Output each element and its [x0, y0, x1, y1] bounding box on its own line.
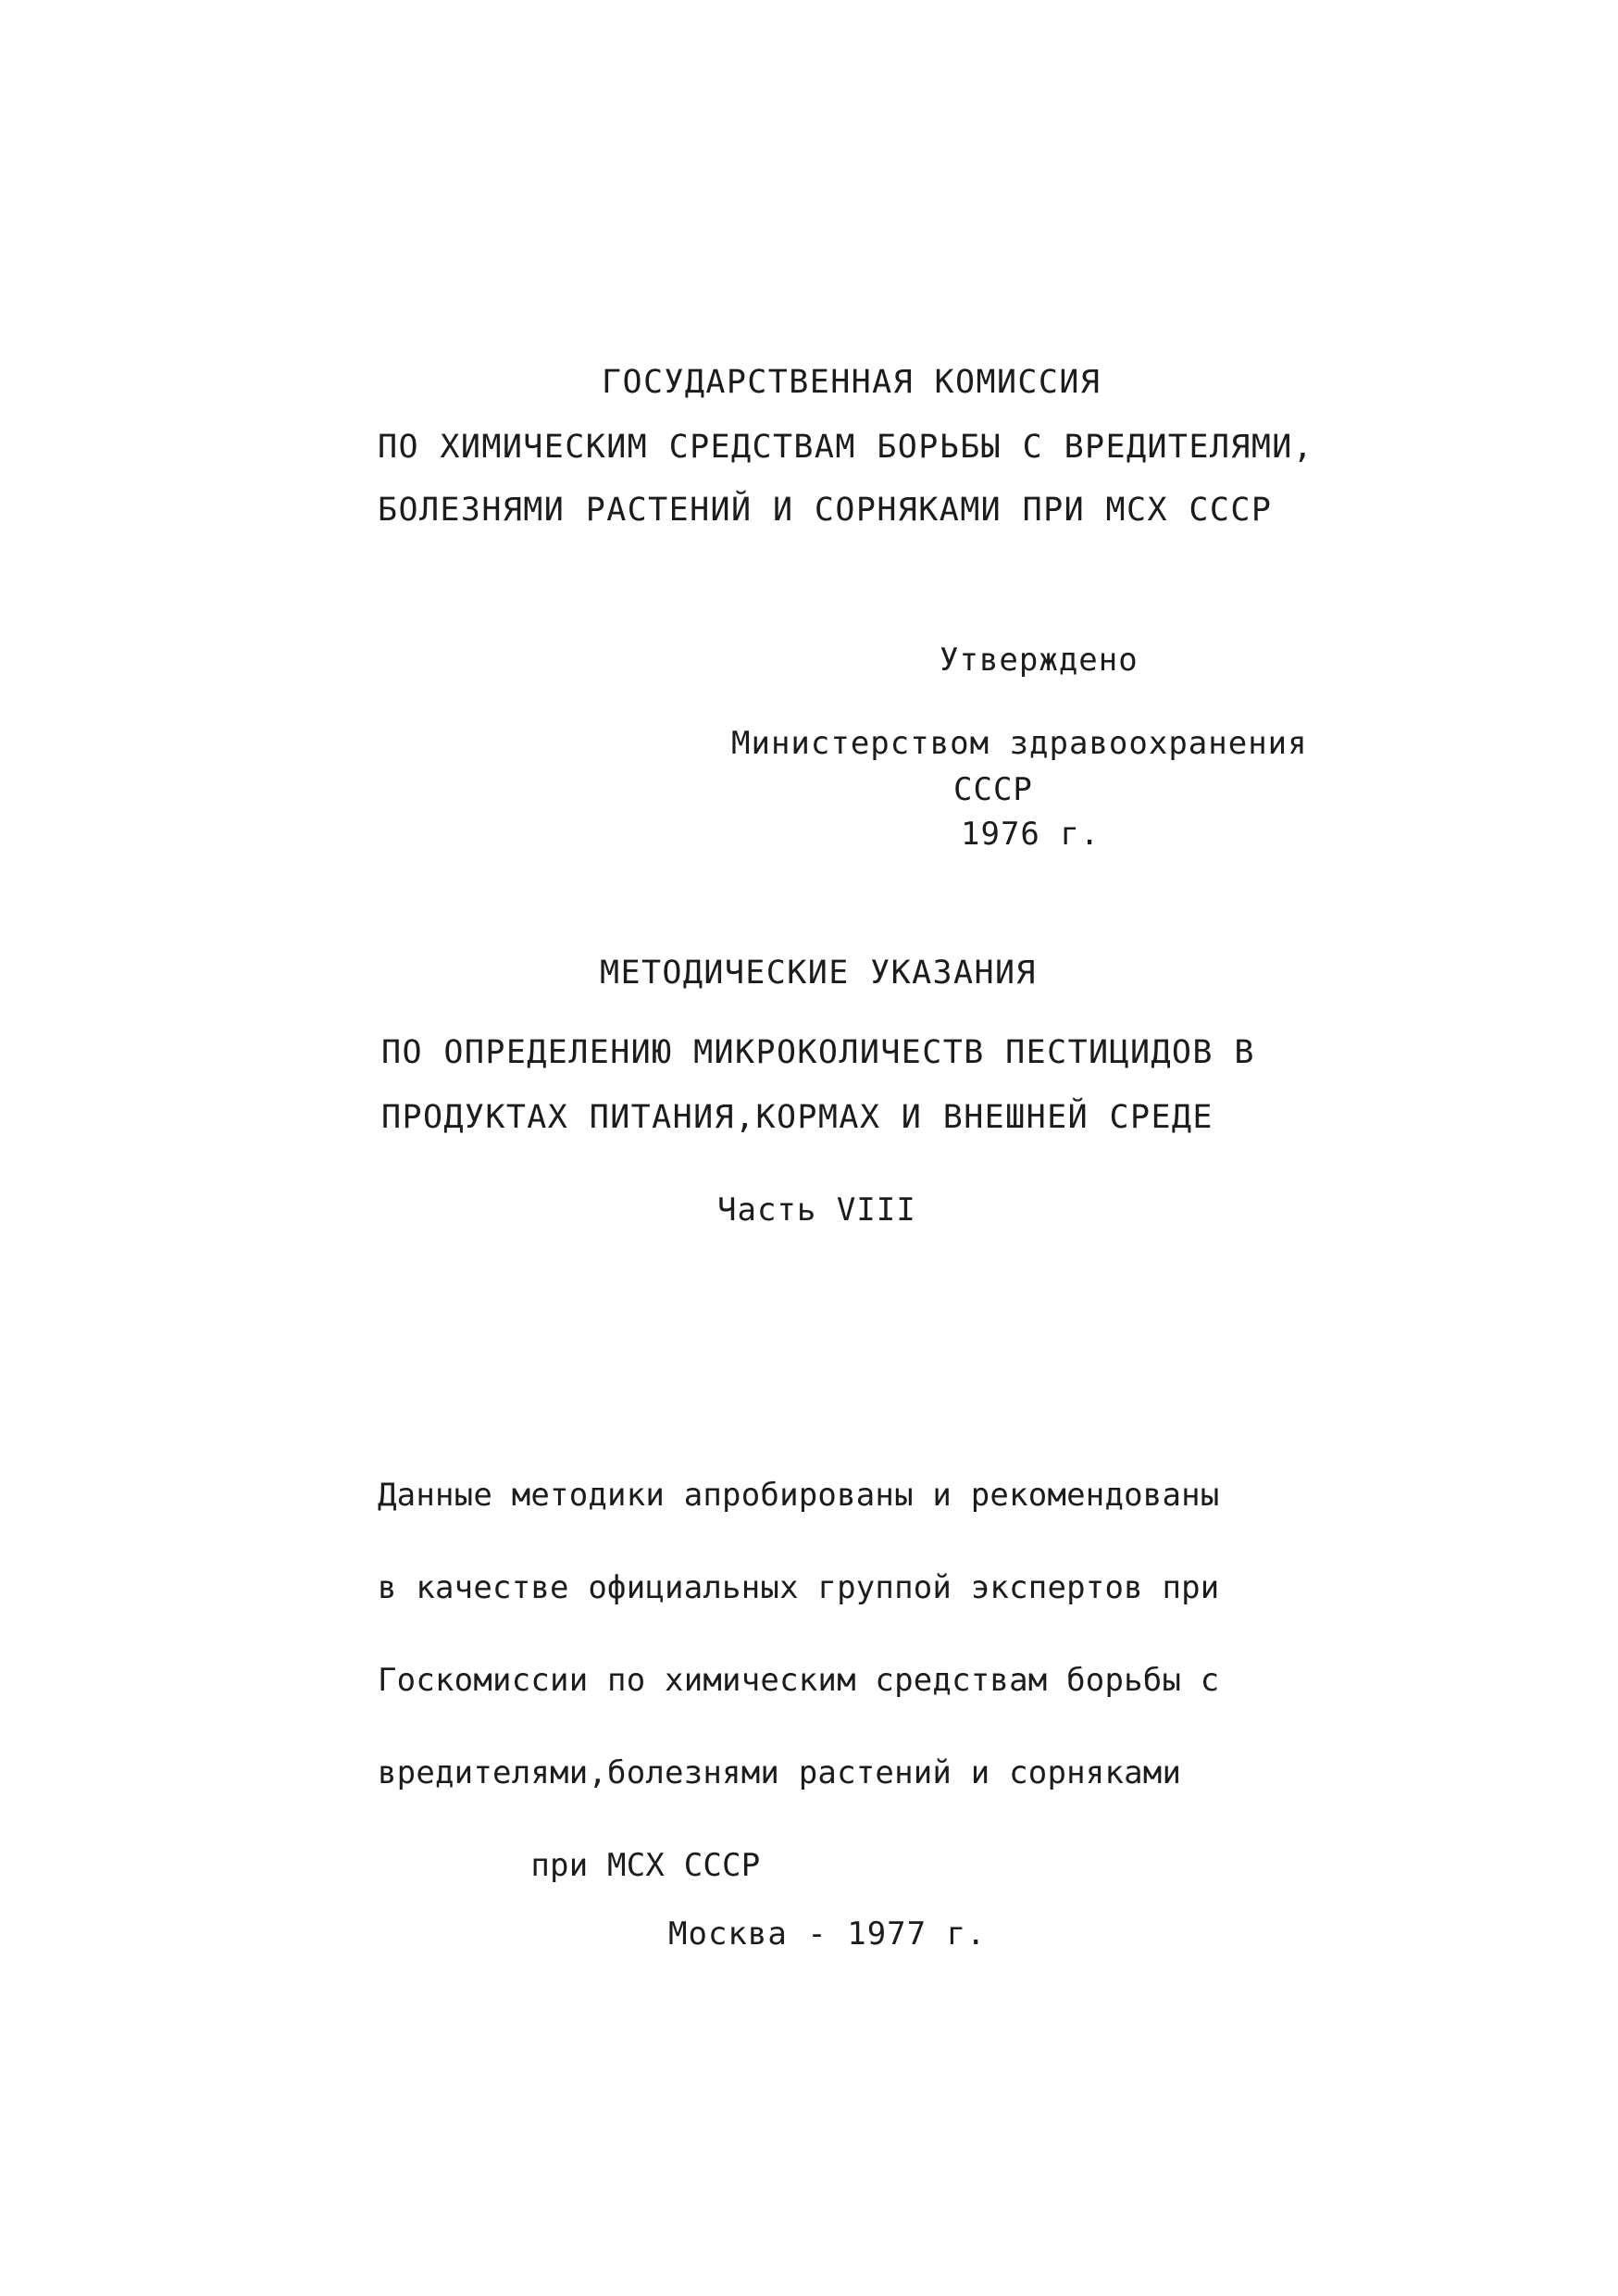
- document-title-line-1: ПО ОПРЕДЕЛЕНИЮ МИКРОКОЛИЧЕСТВ ПЕСТИЦИДОВ В: [381, 1034, 1255, 1071]
- footer-place-year: Москва - 1977 г.: [668, 1915, 987, 1953]
- abstract-line-1: Данные методики апробированы и рекомендованы: [378, 1477, 1220, 1514]
- header-line-1: ГОСУДАРСТВЕННАЯ КОМИССИЯ: [602, 364, 1101, 401]
- abstract-line-3: Госкомиссии по химическим средствам борьбы с: [378, 1662, 1220, 1699]
- abstract-line-4: вредителями,болезнями растений и сорняками: [378, 1754, 1182, 1791]
- approval-by-line-2: СССР: [953, 771, 1033, 808]
- document-title-line-2: ПРОДУКТАХ ПИТАНИЯ,КОРМАХ И ВНЕШНЕЙ СРЕДЕ: [381, 1099, 1214, 1136]
- document-part: Часть VIII: [717, 1192, 916, 1229]
- abstract-line-2: в качестве официальных группой экспертов при: [378, 1569, 1220, 1606]
- abstract-block: [378, 1416, 1219, 1942]
- approval-label: Утверждено: [940, 642, 1139, 679]
- header-line-3: БОЛЕЗНЯМИ РАСТЕНИЙ И СОРНЯКАМИ ПРИ МСХ СССР: [378, 492, 1273, 529]
- header-line-2: ПО ХИМИЧЕСКИМ СРЕДСТВАМ БОРЬБЫ С ВРЕДИТЕЛЯМИ,: [378, 429, 1314, 466]
- approval-year: 1976 г.: [961, 816, 1101, 853]
- document-heading: МЕТОДИЧЕСКИЕ УКАЗАНИЯ: [600, 955, 1037, 992]
- abstract-line-5: при МСХ СССР: [378, 1847, 761, 1884]
- approval-by-line-1: Министерством здравоохранения: [731, 725, 1308, 762]
